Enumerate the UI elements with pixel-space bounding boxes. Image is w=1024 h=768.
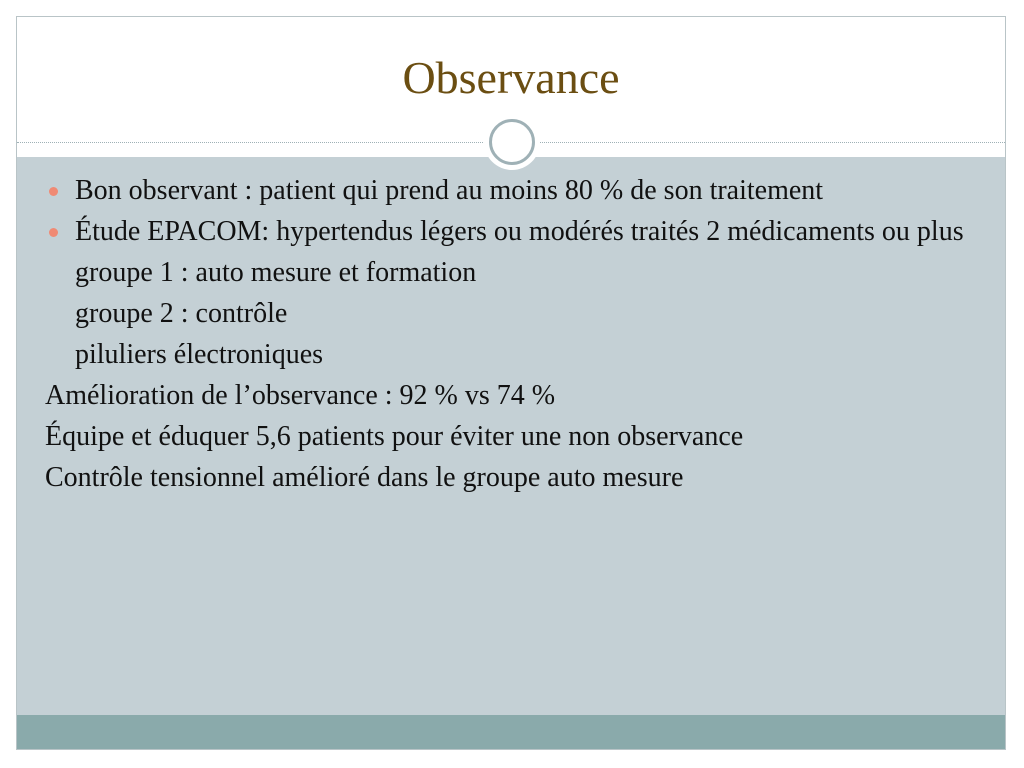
footer-band — [17, 715, 1005, 749]
slide-content — [45, 175, 975, 503]
bullet-text: Bon observant : patient qui prend au moins 80 % de son traitement — [75, 175, 824, 206]
bullet-dot-icon — [49, 187, 58, 196]
bullet-item — [45, 175, 975, 207]
ring-ornament-icon — [484, 114, 540, 170]
bullet-text: Étude EPACOM: hypertendus légers ou modérés traités 2 médicaments ou plus — [75, 216, 964, 247]
sub-item: groupe 1 : auto mesure et formation — [75, 257, 477, 288]
body-paragraph: Équipe et éduquer 5,6 patients pour éviter une non observance — [45, 421, 744, 452]
body-paragraph: Amélioration de l’observance : 92 % vs 74 % — [45, 380, 556, 411]
sub-item: groupe 2 : contrôle — [75, 298, 288, 329]
bullet-dot-icon — [49, 228, 58, 237]
sub-item: piluliers électroniques — [75, 339, 324, 370]
slide-title: Observance — [402, 52, 620, 103]
bullet-item — [45, 216, 975, 248]
body-paragraph: Contrôle tensionnel amélioré dans le groupe auto mesure — [45, 462, 684, 493]
slide — [16, 16, 1006, 750]
